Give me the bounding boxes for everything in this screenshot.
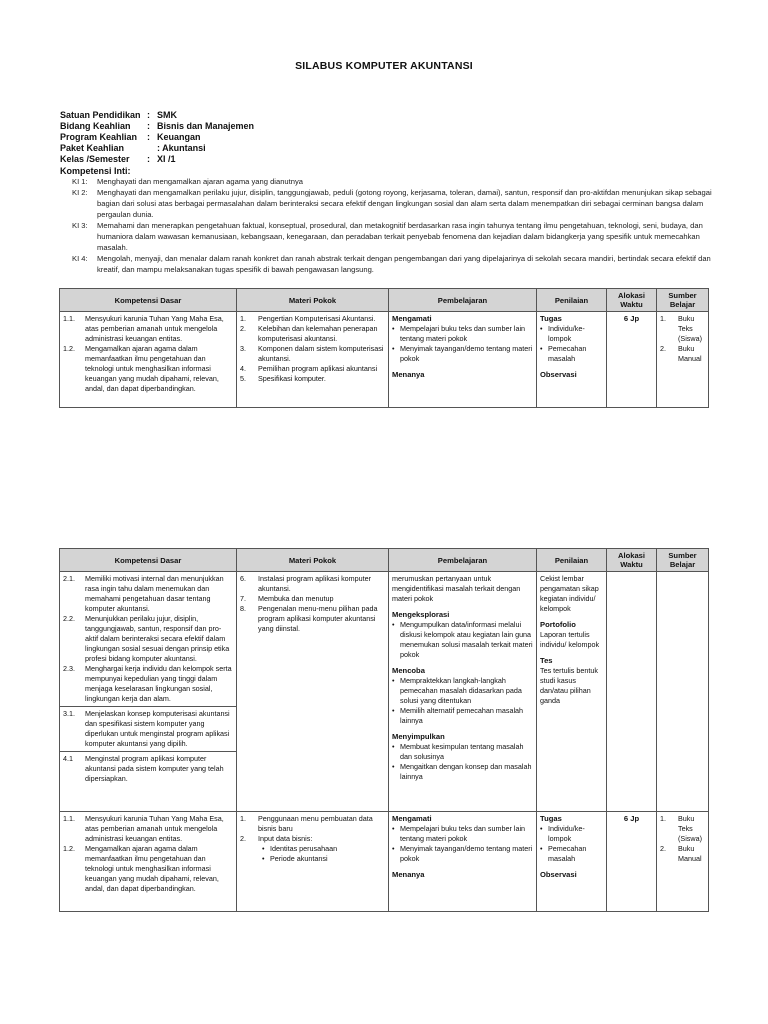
item-text: Kelebihan dan kelemahan penerapan komputerisasi akuntansi. [258,324,378,343]
document-title: SILABUS KOMPUTER AKUNTANSI [295,60,473,72]
identity-separator: : [147,110,150,120]
bullet-icon: • [392,620,395,629]
penilaian-heading: Tugas [540,814,562,823]
bullet-icon: • [392,706,395,715]
pembelajaran-heading: Mengamati [392,814,432,823]
item-number: 2. [240,834,246,843]
identity-label: Program Keahlian [60,132,138,142]
syllabus-table-2 [59,548,709,912]
bullet-icon: • [540,824,543,833]
identity-label: Bidang Keahlian [60,121,131,131]
pembelajaran-heading: Mengamati [392,314,432,323]
ki-code: KI 4: [72,254,88,263]
cell-materi-pokok [237,812,389,912]
item-number: 1. [660,814,666,823]
item-text: Instalasi program aplikasi komputer akuntansi. [258,574,372,593]
ki-text: Memahami dan menerapkan pengetahuan faktual, konseptual, prosedural, dan metakognitif berdasarkan rasa ingin tahunya tentang ilmu pengetahuan, teknologi, seni, budaya, dan humaniora dalam wawasan kemanusiaan, kebangsaan, kenegaraan, dan peradaban terkait penyebab fenomena dan kejadian dalam bidangkerja yang spesifik untuk memecahkan masalah. [97,221,703,252]
bullet-item [262,854,385,864]
header-materi-pokok: Materi Pokok [237,549,389,572]
item-text: Menginstal program aplikasi komputer akuntansi pada sistem komputer yang telah dipersiapkan. [85,754,224,783]
identity-label: Satuan Pendidikan [60,110,141,120]
header-pembelajaran: Pembelajaran [389,289,537,312]
item-text: Buku Manual [678,344,702,363]
item-number: 3.1. [63,709,75,718]
header-kompetensi-dasar: Kompetensi Dasar [60,549,237,572]
bullet-item [392,844,533,864]
identity-value: XI /1 [157,154,176,164]
header-penilaian: Penilaian [537,289,607,312]
item-text: Spesifikasi komputer. [258,374,326,383]
item-number: 4.1 [63,754,73,763]
bullet-item [392,824,533,844]
item-text: Mensyukuri karunia Tuhan Yang Maha Esa, atas pemberian amanah untuk mengelola administrasi keuangan entitas. [85,814,224,843]
header-kompetensi-dasar: Kompetensi Dasar [60,289,237,312]
item-number: 2. [660,844,666,853]
list-item [660,344,705,364]
list-item [660,314,705,344]
item-text: Pengenalan menu-menu pilihan pada program aplikasi komputer akuntansi yang diinstal. [258,604,378,633]
bullet-text: Membuat kesimpulan tentang masalah dan solusinya [400,742,524,761]
list-item [240,314,385,324]
item-number: 2.2. [63,614,75,623]
header-alokasi-waktu: Alokasi Waktu [607,549,657,572]
ki-code: KI 2: [72,188,88,197]
header-materi-pokok: Materi Pokok [237,289,389,312]
item-text: Komponen dalam sistem komputerisasi akuntansi. [258,344,384,363]
item-number: 8. [240,604,246,613]
item-text: Pemilihan program aplikasi akuntansi [258,364,378,373]
cell-pembelajaran [389,312,537,408]
item-number: 4. [240,364,246,373]
cell-sumber-belajar [657,312,709,408]
cell-penilaian [537,312,607,408]
item-text: Buku Teks (Siswa) [678,814,702,843]
list-item [63,754,233,784]
bullet-item [392,676,533,706]
bullet-text: Periode akuntansi [270,854,328,863]
penilaian-heading: Observasi [540,370,577,379]
list-item [63,314,233,344]
cell-alokasi-waktu: 6 Jp [607,312,657,408]
identity-separator: : [147,154,150,164]
bullet-text: Identitas perusahaan [270,844,338,853]
cell-sumber-belajar [657,572,709,812]
bullet-text: Pemecahan masalah [548,844,587,863]
penilaian-heading: Tugas [540,314,562,323]
item-number: 1.1. [63,814,75,823]
item-text: Buku Manual [678,844,702,863]
ki-text: Menghayati dan mengamalkan perilaku jujur, disiplin, tanggungjawab, peduli (gotong royong, kerjasama, toleran, damai), santun, responsif dan pro-aktifdan menunjukan sikap sebagai bagian dari solusi atas berbagai permasalahan dalam berinteraksi secara efektif dengan lingkungan sosial dan alam serta dalam menempatkan diri sebagai cerminan bangsa dalam pergaulan dunia. [97,188,712,219]
bullet-text: Individu/ke-lompok [548,824,585,843]
bullet-text: Mengumpulkan data/informasi melalui diskusi kelompok atau kegiatan lain guna menemukan solusi masalah terkait materi pokok [400,620,533,659]
list-item [240,324,385,344]
identity-value: Bisnis dan Manajemen [157,121,255,131]
bullet-icon: • [540,324,543,333]
bullet-item [392,742,533,762]
list-item [240,374,385,384]
item-number: 2.1. [63,574,75,583]
list-item [240,344,385,364]
item-number: 1.2. [63,344,75,353]
item-number: 2.3. [63,664,75,673]
list-item [63,814,233,844]
item-number: 7. [240,594,246,603]
identity-row [60,132,254,143]
bullet-text: Mempelajari buku teks dan sumber lain tentang materi pokok [400,824,526,843]
penilaian-text: Tes tertulis bentuk studi kasus dan/atau pilihan ganda [540,666,598,705]
bullet-icon: • [392,762,395,771]
bullet-text: Mempraktekkan langkah-langkah pemecahan masalah didasarkan pada solusi yang ditentukan [400,676,522,705]
header-sumber-belajar: Sumber Belajar [657,549,709,572]
item-text: Memiliki motivasi internal dan menunjukkan rasa ingin tahu dalam menemukan dan memahami pengetahuan dasar tentang komputer akuntansi. [85,574,224,613]
bullet-text: Menyimak tayangan/demo tentang materi pokok [400,844,533,863]
header-alokasi-waktu: Alokasi Waktu [607,289,657,312]
item-number: 5. [240,374,246,383]
bullet-icon: • [540,844,543,853]
pembelajaran-heading: Mengeksplorasi [392,610,450,619]
list-item [63,709,233,749]
pembelajaran-heading: Menyimpulkan [392,732,445,741]
bullet-list [392,742,533,782]
list-item [63,664,233,704]
list-item [63,574,233,614]
bullet-item [392,620,533,660]
identity-row [60,154,254,165]
item-text: Buku Teks (Siswa) [678,314,702,343]
pembelajaran-heading: Mencoba [392,666,425,675]
identity-separator: : [147,121,150,131]
bullet-icon: • [392,324,395,333]
item-number: 3. [240,344,246,353]
identity-separator [147,143,157,154]
bullet-item [392,762,533,782]
header-pembelajaran: Pembelajaran [389,549,537,572]
bullet-text: Pemecahan masalah [548,344,587,363]
bullet-icon: • [392,676,395,685]
bullet-icon: • [540,344,543,353]
bullet-item [540,324,603,344]
identity-label: Kelas /Semester [60,154,130,164]
bullet-icon: • [262,854,265,863]
item-text: Menghargai kerja individu dan kelompok serta mempunyai kepedulian yang tinggi dalam menjaga keselarasan lingkungan sosial, lingkungan kerja dan alam. [85,664,232,703]
item-number: 1. [660,314,666,323]
bullet-item [540,824,603,844]
bullet-item [540,344,603,364]
kompetensi-inti-item [72,176,712,187]
identity-separator: : [147,132,150,142]
kompetensi-inti-heading: Kompetensi Inti: [60,166,131,176]
cell-pembelajaran [389,572,537,812]
list-item [240,594,385,604]
item-text: Menunjukkan perilaku jujur, disiplin, tanggungjawab, santun, responsif dan pro-aktif dalam berinteraksi secara efektif dalam lingkungan sosial sesuai dengan prinsip etika profesi bidang komputer akuntansi. [85,614,230,663]
list-item [240,364,385,374]
item-text: Mensyukuri karunia Tuhan Yang Maha Esa, atas pemberian amanah untuk mengelola administrasi keuangan entitas. [85,314,224,343]
list-item [660,844,705,864]
item-text: Penggunaan menu pembuatan data bisnis baru [258,814,373,833]
cell-sumber-belajar [657,812,709,912]
kompetensi-inti-item [72,220,712,253]
bullet-text: Mengaitkan dengan konsep dan masalah lainnya [400,762,532,781]
ki-text: Mengolah, menyaji, dan menalar dalam ranah konkret dan ranah abstrak terkait dengan pengembangan dari yang dipelajarinya di sekolah secara mandiri, bertindak secara efektif dan kreatif, dan mampu melaksanakan tugas spesifik di bawah pengawasan langsung. [97,254,711,274]
identity-block [60,110,254,165]
kompetensi-inti-item [72,253,712,275]
item-text: Mengamalkan ajaran agama dalam memanfaatkan ilmu pengetahuan dan teknologi untuk menghasilkan informasi keuangan yang mudah dipahami, relevan, andal, dan dapat diperbandingkan. [85,844,219,893]
bullet-item [540,844,603,864]
list-item [240,604,385,634]
list-item [240,574,385,594]
list-item [660,814,705,844]
penilaian-text: Laporan tertulis individu/ kelompok [540,630,600,649]
item-number: 2. [660,344,666,353]
bullet-item [392,344,533,364]
list-item [63,844,233,894]
identity-row [60,121,254,132]
item-number: 6. [240,574,246,583]
item-text: Input data bisnis: [258,834,313,843]
item-number: 1.1. [63,314,75,323]
identity-row [60,110,254,121]
penilaian-heading: Observasi [540,870,577,879]
item-number: 2. [240,324,246,333]
ki-text: Menghayati dan mengamalkan ajaran agama yang dianutnya [97,177,304,186]
bullet-icon: • [392,742,395,751]
bullet-item [262,844,385,854]
item-number: 1. [240,814,246,823]
cell-alokasi-waktu: 6 Jp [607,812,657,912]
bullet-text: Mempelajari buku teks dan sumber lain tentang materi pokok [400,324,526,343]
item-text: Mengamalkan ajaran agama dalam memanfaatkan ilmu pengetahuan dan teknologi untuk menghasilkan informasi keuangan yang mudah dipahami, relevan, andal, dan dapat diperbandingkan. [85,344,219,393]
list-item [63,344,233,394]
syllabus-table-1 [59,288,709,408]
bullet-list [392,676,533,726]
list-item [240,814,385,834]
header-sumber-belajar: Sumber Belajar [657,289,709,312]
penilaian-heading: Tes [540,656,553,665]
header-penilaian: Penilaian [537,549,607,572]
pembelajaran-heading: Menanya [392,370,425,379]
cell-penilaian [537,572,607,812]
pembelajaran-heading: Menanya [392,870,425,879]
bullet-icon: • [392,344,395,353]
cell-penilaian [537,812,607,912]
cell-kompetensi-dasar [60,812,237,912]
bullet-text: Menyimak tayangan/demo tentang materi pokok [400,344,533,363]
identity-value: : Akuntansi [157,143,206,153]
list-item [63,614,233,664]
identity-row [60,143,254,154]
bullet-icon: • [392,824,395,833]
bullet-text: Memilih alternatif pemecahan masalah lainnya [400,706,524,725]
bullet-item [392,706,533,726]
penilaian-text: Cekist lembar pengamatan sikap kegiatan individu/ kelompok [540,574,599,613]
bullet-list [392,620,533,660]
item-number: 1. [240,314,246,323]
cell-pembelajaran [389,812,537,912]
identity-label: Paket Keahlian [60,143,125,153]
bullet-icon: • [262,844,265,853]
item-text: Menjelaskan konsep komputerisasi akuntansi dan spesifikasi sistem komputer yang diperlukan untuk menginstal program aplikasi komputer akuntansi yang dipilih. [85,709,230,748]
cell-alokasi-waktu [607,572,657,812]
pembelajaran-intro: merumuskan pertanyaan untuk mengidentifikasi masalah terkait dengan materi pokok [392,574,521,603]
cell-materi-pokok [237,312,389,408]
ki-code: KI 3: [72,221,88,230]
bullet-icon: • [392,844,395,853]
identity-value: Keuangan [157,132,201,142]
item-text: Membuka dan menutup [258,594,334,603]
bullet-text: Individu/ke-lompok [548,324,585,343]
cell-kompetensi-dasar [60,572,237,812]
cell-kompetensi-dasar [60,312,237,408]
item-number: 1.2. [63,844,75,853]
identity-value: SMK [157,110,177,120]
item-text: Pengertian Komputerisasi Akuntansi. [258,314,376,323]
bullet-item [392,324,533,344]
ki-code: KI 1: [72,177,88,186]
penilaian-heading: Portofolio [540,620,576,629]
cell-materi-pokok [237,572,389,812]
kompetensi-inti-item [72,187,712,220]
list-item [240,834,385,844]
